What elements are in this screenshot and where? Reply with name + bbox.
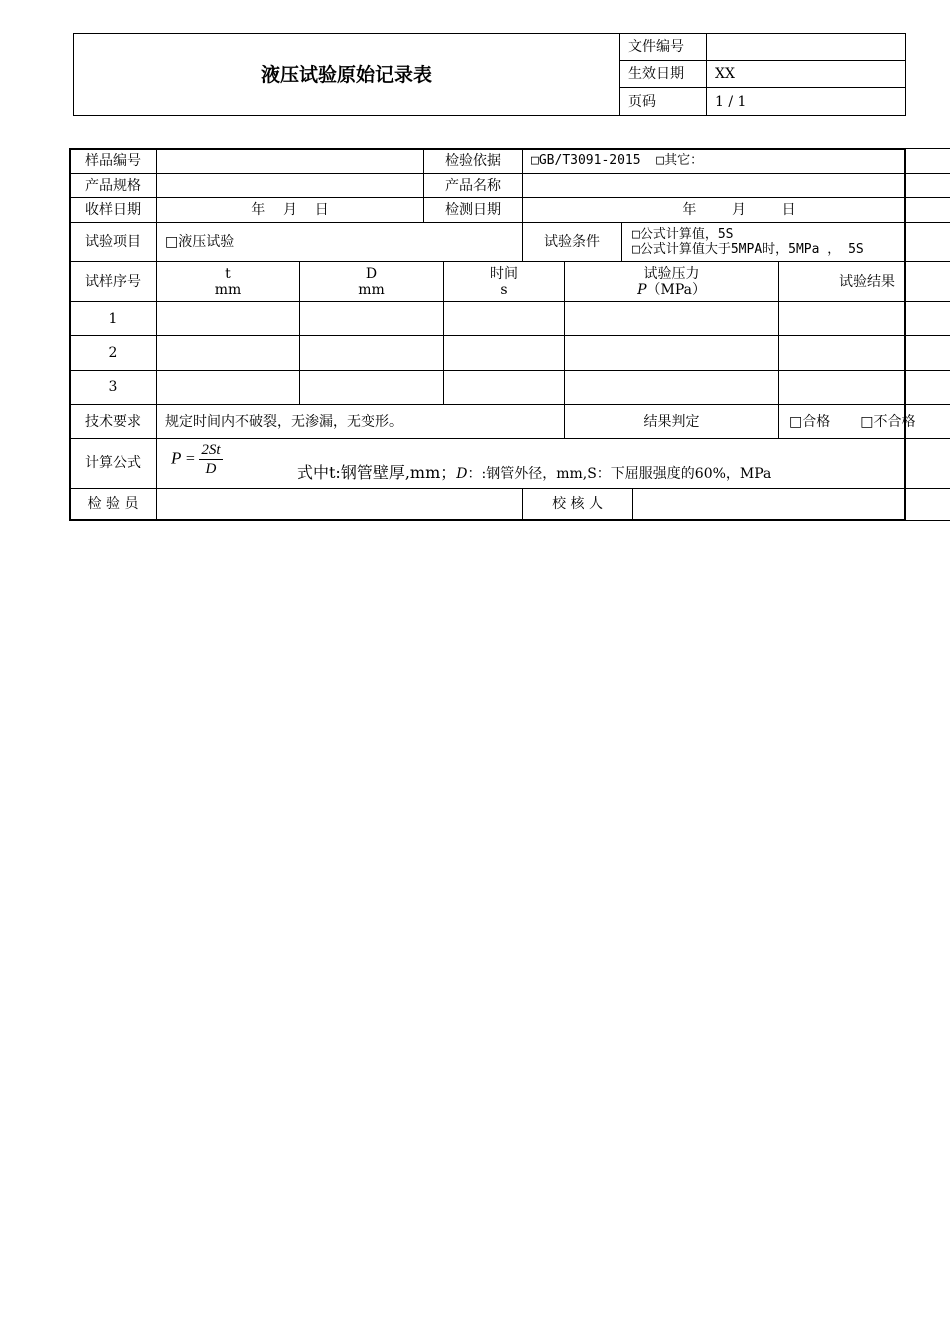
- effective-date-value[interactable]: XX: [707, 61, 906, 88]
- document-header: [73, 33, 906, 116]
- tech-requirement-text: 规定时间内不破裂，无渗漏，无变形。: [157, 405, 565, 439]
- pressure-unit: （MPa）: [646, 281, 706, 298]
- effective-date-label: 生效日期: [620, 61, 707, 88]
- row-t-cell[interactable]: [157, 370, 300, 404]
- condition-options[interactable]: [622, 222, 950, 261]
- row-time-cell[interactable]: [444, 336, 565, 370]
- row-pressure-cell[interactable]: [565, 336, 779, 370]
- row-pressure-cell[interactable]: [565, 302, 779, 336]
- row-seq: 1: [70, 302, 157, 336]
- receive-date-field[interactable]: 年 月 日: [157, 198, 424, 222]
- formula-fraction: [199, 441, 222, 478]
- row-d-cell[interactable]: [300, 336, 444, 370]
- formula-lhs: P: [171, 448, 182, 468]
- judgement-options[interactable]: [779, 405, 950, 439]
- fail-checkbox[interactable]: □不合格: [860, 413, 916, 430]
- test-item-field[interactable]: □液压试验: [157, 222, 523, 261]
- col-time-name: 时间: [490, 265, 519, 282]
- col-pressure-unit-line: [565, 282, 778, 298]
- col-pressure-name: 试验压力: [643, 265, 700, 282]
- formula-explanation: [297, 465, 771, 482]
- row-d-cell[interactable]: [300, 370, 444, 404]
- col-t-name: t: [225, 265, 231, 282]
- page-number-label: 页码: [620, 88, 707, 116]
- row-time-cell[interactable]: [444, 302, 565, 336]
- formula-expression: [171, 441, 223, 478]
- formula-cell: [157, 439, 950, 488]
- row-seq: 3: [70, 370, 157, 404]
- document-title: 液压试验原始记录表: [74, 34, 620, 116]
- col-d-header: [300, 261, 444, 301]
- doc-number-value[interactable]: [707, 34, 906, 61]
- row-seq: 2: [70, 336, 157, 370]
- col-pressure-header: [565, 261, 779, 301]
- checker-label: 校 核 人: [523, 488, 633, 520]
- formula-explain-part2: ：:钢管外径，mm,S：下屈服强度的60%，MPa: [467, 466, 772, 483]
- row-time-cell[interactable]: [444, 370, 565, 404]
- sample-no-field[interactable]: [157, 149, 424, 174]
- pressure-symbol: P: [637, 281, 647, 298]
- col-seq-header: 试样序号: [70, 261, 157, 301]
- spec-label: 产品规格: [70, 174, 157, 198]
- col-d-name: D: [365, 265, 378, 282]
- col-t-unit: mm: [214, 281, 242, 298]
- row-result-cell[interactable]: [779, 302, 950, 336]
- checker-field[interactable]: [633, 488, 950, 520]
- basis-options[interactable]: □GB/T3091-2015 □其它：: [523, 149, 950, 174]
- col-time-header: [444, 261, 565, 301]
- formula-explain-d: D: [456, 466, 468, 483]
- row-result-cell[interactable]: [779, 336, 950, 370]
- product-name-label: 产品名称: [424, 174, 523, 198]
- basis-label: 检验依据: [424, 149, 523, 174]
- condition-option-1[interactable]: □公式计算值，5S: [632, 226, 734, 242]
- formula-denominator: D: [205, 461, 217, 478]
- inspector-field[interactable]: [157, 488, 523, 520]
- doc-number-label: 文件编号: [620, 34, 707, 61]
- formula-label: 计算公式: [70, 439, 157, 488]
- test-date-field[interactable]: 年 月 日: [523, 198, 950, 222]
- test-item-label: 试验项目: [70, 222, 157, 261]
- inspector-label: 检 验 员: [70, 488, 157, 520]
- col-time-unit: s: [500, 281, 508, 298]
- condition-option-2[interactable]: □公式计算值大于5MPA时，5MPa ， 5S: [632, 241, 864, 257]
- sample-no-label: 样品编号: [70, 149, 157, 174]
- formula-numerator: 2St: [201, 442, 221, 459]
- hydraulic-test-record-form: [69, 148, 950, 521]
- pass-checkbox[interactable]: □合格: [789, 413, 831, 430]
- receive-date-label: 收样日期: [70, 198, 157, 222]
- table-row: [70, 302, 950, 336]
- row-result-cell[interactable]: [779, 370, 950, 404]
- row-d-cell[interactable]: [300, 302, 444, 336]
- formula-equals: =: [185, 450, 195, 468]
- table-row: [70, 336, 950, 370]
- spec-field[interactable]: [157, 174, 424, 198]
- col-result-header: 试验结果: [779, 261, 950, 301]
- table-row: [70, 370, 950, 404]
- test-date-label: 检测日期: [424, 198, 523, 222]
- row-t-cell[interactable]: [157, 336, 300, 370]
- condition-label: 试验条件: [523, 222, 622, 261]
- tech-requirement-label: 技术要求: [70, 405, 157, 439]
- judgement-label: 结果判定: [565, 405, 779, 439]
- product-name-field[interactable]: [523, 174, 950, 198]
- page-number-value: 1 / 1: [707, 88, 906, 116]
- row-pressure-cell[interactable]: [565, 370, 779, 404]
- col-t-header: [157, 261, 300, 301]
- col-d-unit: mm: [358, 281, 385, 298]
- formula-explain-part1: 式中t:钢管壁厚,mm；: [297, 463, 457, 483]
- row-t-cell[interactable]: [157, 302, 300, 336]
